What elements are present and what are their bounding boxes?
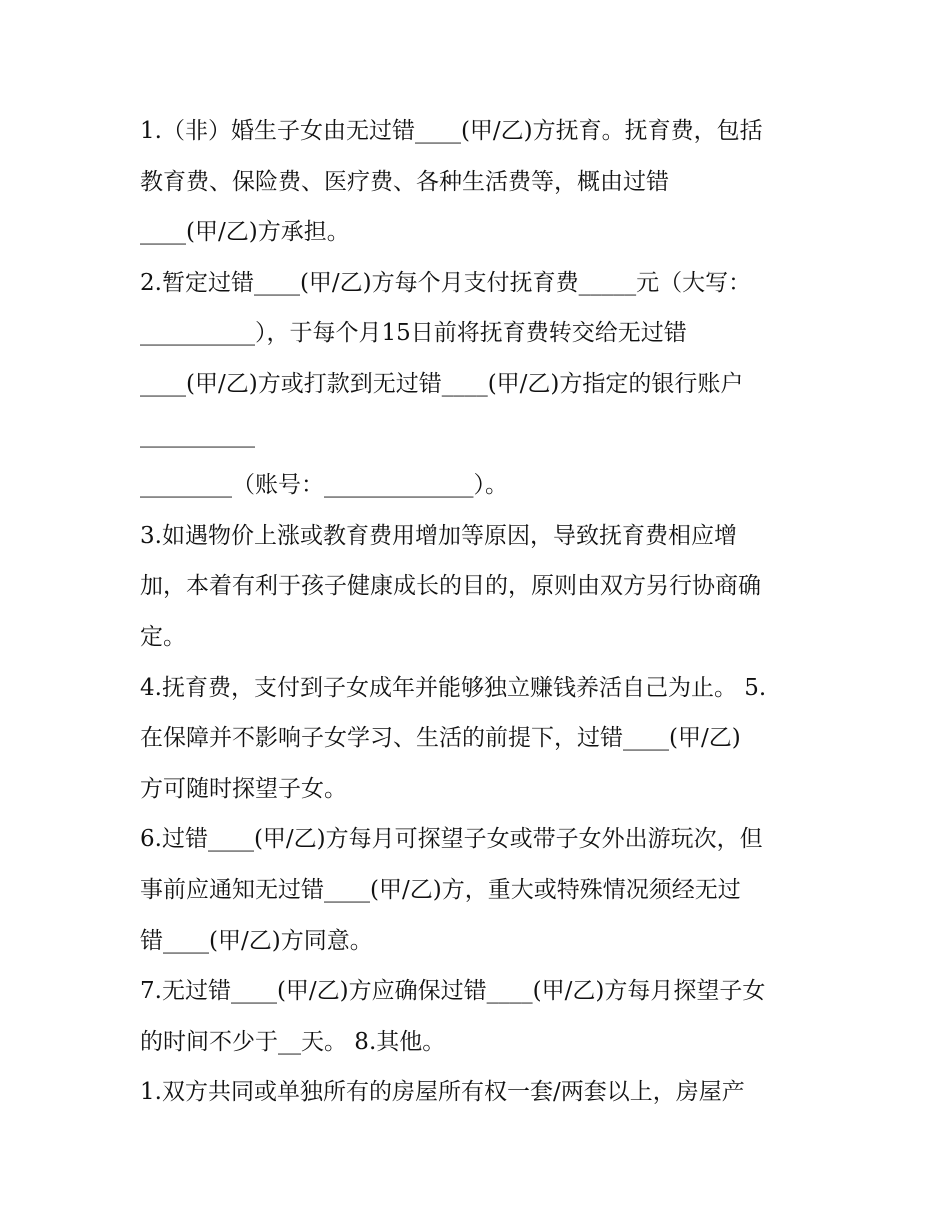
text-line: ____(甲/乙)方或打款到无过错____(甲/乙)方指定的银行账户 xyxy=(140,370,744,397)
text-line: 7.无过错____(甲/乙)方应确保过错____(甲/乙)方每月探望子女 xyxy=(140,978,766,1005)
text-line: 2.暂定过错____(甲/乙)方每个月支付抚育费_____元（大写： xyxy=(140,269,752,296)
text-line: ____(甲/乙)方承担。 xyxy=(140,219,350,246)
text-line: 错____(甲/乙)方同意。 xyxy=(140,927,373,954)
text-line: 方可随时探望子女。 xyxy=(140,775,347,802)
text-line: 加，本着有利于孩子健康成长的目的，原则由双方另行协商确 xyxy=(140,573,761,600)
text-line: ________（账号：_____________）。 xyxy=(140,472,508,499)
text-line: 事前应通知无过错____(甲/乙)方，重大或特殊情况须经无过 xyxy=(140,876,741,903)
document-body xyxy=(140,106,820,1118)
text-line: 6.过错____(甲/乙)方每月可探望子女或带子女外出游玩次，但 xyxy=(140,826,763,853)
text-line: 定。 xyxy=(140,623,186,650)
text-line: 4.抚育费，支付到子女成年并能够独立赚钱养活自己为止。 5. xyxy=(140,674,767,701)
text-line: 3.如遇物价上涨或教育费用增加等原因，导致抚育费相应增 xyxy=(140,522,737,549)
text-line: 1.双方共同或单独所有的房屋所有权一套/两套以上，房屋产 xyxy=(140,1079,745,1106)
text-line: 在保障并不影响子女学习、生活的前提下，过错____(甲/乙) xyxy=(140,725,741,752)
text-line: __________），于每个月15日前将抚育费转交给无过错 xyxy=(140,320,687,347)
text-line: 的时间不少于__天。 8.其他。 xyxy=(140,1028,446,1055)
text-line: __________ xyxy=(140,421,255,448)
text-line: 1.（非）婚生子女由无过错____(甲/乙)方抚育。抚育费，包括 xyxy=(140,118,763,144)
text-line: 教育费、保险费、医疗费、各种生活费等，概由过错 xyxy=(140,168,669,195)
